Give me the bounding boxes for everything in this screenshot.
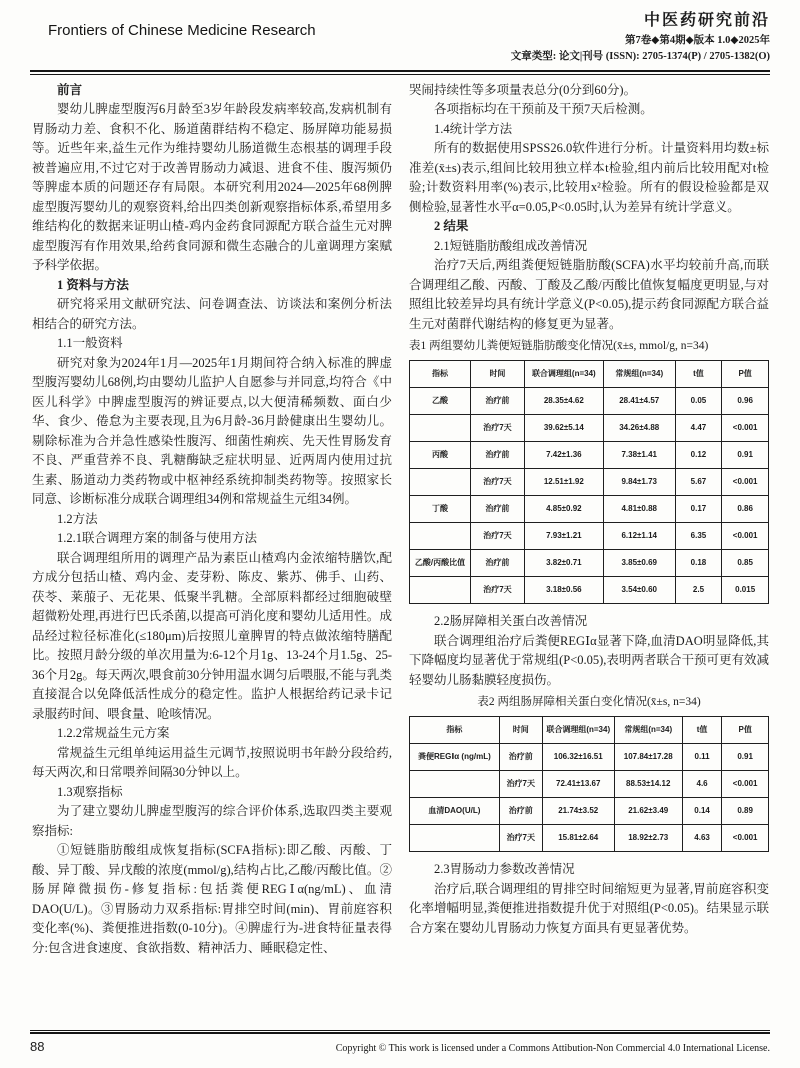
table-cell: 6.35 bbox=[675, 523, 722, 550]
table-row bbox=[410, 415, 769, 442]
table-cell: 4.47 bbox=[675, 415, 722, 442]
paragraph-index-list-cont: 哭闹持续性等多项量表总分(0分到60分)。 bbox=[409, 82, 637, 97]
table-row bbox=[410, 577, 769, 604]
table-cell: 3.82±0.71 bbox=[524, 550, 603, 577]
table-cell: 治疗前 bbox=[499, 744, 542, 771]
heading-statistics: 1.4统计学方法 bbox=[434, 121, 513, 136]
paragraph-barrier-result: 联合调理组治疗后粪便REGⅠα显著下降,血清DAO明显降低,其下降幅度均显著优于常规组(P<0.05),表明两者联合干预可更有效减轻婴幼儿肠黏膜轻度损伤。 bbox=[409, 633, 769, 687]
table-header-cell: t值 bbox=[682, 717, 721, 744]
table1-caption: 表1 两组婴幼儿粪便短链脂肪酸变化情况(x̄±s, mmol/g, n=34) bbox=[409, 340, 709, 353]
table-cell: 0.12 bbox=[675, 442, 722, 469]
table-header-row bbox=[410, 717, 769, 744]
journal-title-cn: 中医药研究前沿 bbox=[643, 12, 770, 29]
journal-meta bbox=[511, 10, 770, 64]
heading-results: 2 结果 bbox=[434, 219, 469, 234]
paragraph-index-list: ①短链脂肪酸组成恢复指标(SCFA指标):即乙酸、丙酸、丁酸、异丁酸、异戊酸的浓度(mmol/g),结构占比,乙酸/丙酸比值。②肠屏障微损伤-修复指标:包括粪便REGⅠα(ng/mL)、血清DAO(U/L)。③胃肠动力双系指标:胃排空时间(min)、胃前庭容积变化率(%)、粪便推进指数(0-10分)。④脾虚行为-进食特征量表得分:包含进食速度、食欲指数、精神活力、睡眠稳定性、 bbox=[32, 843, 392, 955]
table-cell: 72.41±13.67 bbox=[542, 771, 614, 798]
paragraph-intro: 婴幼儿脾虚型腹泻6月龄至3岁年龄段发病率较高,发病机制有胃肠动力差、食积不化、肠道菌群结构不稳定、肠屏障功能易损等。近些年来,益生元作为维持婴幼儿肠道微生态根基的调理手段被普遍应用,不过它对于改善胃肠动力减退、进食不佳、腹泻频仍等脾虚本质的问题还存有局限。本研究利用2024—2025年68例脾虚型腹泻婴幼儿的观察资料,给出四类创新观察指标体系,希望用多维结构化的数据来证明山楂-鸡内金药食同源配方联合益生元对脾虚型腹泻有作用效果,给药食同源和微生态融合的儿童调理方案赋予科学依据。 bbox=[32, 102, 392, 273]
heading-barrier-result: 2.2肠屏障相关蛋白改善情况 bbox=[434, 614, 588, 629]
table-row bbox=[410, 523, 769, 550]
heading-combined-plan: 1.2.1联合调理方案的制备与使用方法 bbox=[57, 531, 258, 546]
journal-header bbox=[0, 0, 800, 68]
table2-caption: 表2 两组肠屏障相关蛋白变化情况(x̄±s, n=34) bbox=[477, 696, 701, 709]
heading-general-data: 1.1一般资料 bbox=[57, 336, 123, 351]
table-cell: 21.62±3.49 bbox=[614, 798, 682, 825]
table-barrier-protein-changes bbox=[409, 716, 769, 852]
paragraph-method-overview: 研究将采用文献研究法、问卷调查法、访谈法和案例分析法相结合的研究方法。 bbox=[32, 297, 392, 331]
table-cell: 粪便REGⅠα (ng/mL) bbox=[410, 744, 500, 771]
table-header-cell: 时间 bbox=[471, 361, 525, 388]
table-cell: 0.18 bbox=[675, 550, 722, 577]
table-cell: 15.81±2.64 bbox=[542, 825, 614, 852]
table-header-cell: P值 bbox=[722, 361, 769, 388]
table-row bbox=[410, 469, 769, 496]
table-header-cell: 联合调理组(n=34) bbox=[524, 361, 603, 388]
journal-title-en: Frontiers of Chinese Medicine Research bbox=[48, 22, 316, 39]
table-cell bbox=[410, 415, 471, 442]
table-cell: <0.001 bbox=[722, 771, 769, 798]
table-cell bbox=[410, 771, 500, 798]
table-cell: 0.91 bbox=[722, 744, 769, 771]
table-cell: 治疗前 bbox=[471, 442, 525, 469]
table-cell: <0.001 bbox=[722, 523, 769, 550]
table-cell: 治疗前 bbox=[499, 798, 542, 825]
table-cell: 治疗前 bbox=[471, 550, 525, 577]
table-header-cell: 常规组(n=34) bbox=[603, 361, 675, 388]
table-cell: 治疗7天 bbox=[499, 771, 542, 798]
heading-preface: 前言 bbox=[57, 82, 83, 97]
article-type-issn-line: 文章类型: 论文|刊号 (ISSN): 2705-1374(P) / 2705-1382(O) bbox=[510, 50, 770, 62]
table-cell: 12.51±1.92 bbox=[524, 469, 603, 496]
table-cell: 4.85±0.92 bbox=[524, 496, 603, 523]
table-cell: 治疗7天 bbox=[471, 577, 525, 604]
table-cell: 6.12±1.14 bbox=[603, 523, 675, 550]
paragraph-scfa-result: 治疗7天后,两组粪便短链脂肪酸(SCFA)水平均较前升高,而联合调理组乙酸、丙酸、丁酸及乙酸/丙酸比值恢复幅度更明显,与对照组比较差异均具有统计学意义(P<0.05),提示药食同源配方联合益生元对菌群代谢结构的修复更为显著。 bbox=[409, 258, 769, 331]
table-cell: 治疗7天 bbox=[471, 469, 525, 496]
article-body bbox=[0, 75, 800, 959]
table-cell: <0.001 bbox=[722, 825, 769, 852]
table-cell: <0.001 bbox=[722, 469, 769, 496]
paragraph-detection-time: 各项指标均在干预前及干预7天后检测。 bbox=[434, 102, 653, 117]
table-cell: 0.86 bbox=[722, 496, 769, 523]
footer-divider bbox=[30, 1030, 770, 1034]
table-row bbox=[410, 771, 769, 798]
issue-line: 第7卷◆第4期◆版本 1.0◆2025年 bbox=[625, 34, 770, 46]
table-header-cell: 指标 bbox=[410, 717, 500, 744]
table-cell: 0.05 bbox=[675, 388, 722, 415]
table-cell: 107.84±17.28 bbox=[614, 744, 682, 771]
table-cell bbox=[410, 469, 471, 496]
paragraph-index-intro: 为了建立婴幼儿脾虚型腹泻的综合评价体系,选取四类主要观察指标: bbox=[32, 804, 392, 838]
table-cell: 0.96 bbox=[722, 388, 769, 415]
table-cell: 34.26±4.88 bbox=[603, 415, 675, 442]
table-cell: 丙酸 bbox=[410, 442, 471, 469]
table-header-cell: P值 bbox=[722, 717, 769, 744]
paragraph-combined-plan: 联合调理组所用的调理产品为素臣山楂鸡内金浓缩特膳饮,配方成分包括山楂、鸡内金、麦芽粉、陈皮、紫苏、佛手、山药、茯苓、莱菔子、无花果、低聚半乳糖。全部原料都经过细胞破壁超微粉处理,再进行巴氏杀菌,以提高可消化度和婴幼儿适用性。成品经过粒径标准化(≤180μm)后按照儿童脾胃的特点做浓缩特膳配比。按照月龄分级的单次用量为:6-12个月1g、13-24个月1.5g、25-36个月2g。每天两次,喂食前30分钟用温水调匀后喂服,不能与乳类直接混合以免降低活性成分的稳定性。监护人根据给药记录卡记录服药时间、喂食量、呛咳情况。 bbox=[32, 550, 392, 721]
table-cell: 0.89 bbox=[722, 798, 769, 825]
paragraph-motility-result: 治疗后,联合调理组的胃排空时间缩短更为显著,胃前庭容积变化率增幅明显,粪便推进指数提升优于对照组(P<0.05)。结果显示联合方案在婴幼儿胃肠动力恢复方面具有更显著优势。 bbox=[409, 881, 769, 935]
table-cell: 5.67 bbox=[675, 469, 722, 496]
heading-observation-index: 1.3观察指标 bbox=[57, 784, 123, 799]
table-cell: 治疗7天 bbox=[471, 523, 525, 550]
table-cell: 4.63 bbox=[682, 825, 721, 852]
table-cell: 0.17 bbox=[675, 496, 722, 523]
table-cell bbox=[410, 523, 471, 550]
table-header-cell: t值 bbox=[675, 361, 722, 388]
table-cell: 18.92±2.73 bbox=[614, 825, 682, 852]
paragraph-statistics: 所有的数据使用SPSS26.0软件进行分析。计量资料用均数±标准差(x̄±s)表示,组间比较用独立样本t检验,组内前后比较用配对t检验;计数资料用率(%)表示,比较用x²检验。所有的假设检验都是双侧检验,显著性水平α=0.05,P<0.05时,认为差异有统计学意义。 bbox=[409, 141, 769, 214]
table-cell: 3.18±0.56 bbox=[524, 577, 603, 604]
table-cell: 9.84±1.73 bbox=[603, 469, 675, 496]
table-scfa-changes bbox=[409, 360, 769, 604]
heading-methods: 1 资料与方法 bbox=[57, 277, 129, 292]
paragraph-regular-plan: 常规益生元组单纯运用益生元调节,按照说明书年龄分段给药,每天两次,和日常喂养间隔30分钟以上。 bbox=[32, 745, 392, 780]
table-cell: 治疗7天 bbox=[499, 825, 542, 852]
heading-regular-plan: 1.2.2常规益生元方案 bbox=[57, 726, 170, 741]
table-row bbox=[410, 744, 769, 771]
table-header-cell: 联合调理组(n=34) bbox=[542, 717, 614, 744]
heading-scfa-result: 2.1短链脂肪酸组成改善情况 bbox=[434, 238, 588, 253]
table-cell: 0.015 bbox=[722, 577, 769, 604]
page-number: 88 bbox=[30, 1039, 45, 1054]
table-cell: 0.11 bbox=[682, 744, 721, 771]
heading-method: 1.2方法 bbox=[57, 511, 98, 526]
table-cell bbox=[410, 825, 500, 852]
table-header-cell: 指标 bbox=[410, 361, 471, 388]
table-cell: 4.6 bbox=[682, 771, 721, 798]
table-cell: 乙酸/丙酸比值 bbox=[410, 550, 471, 577]
table-row bbox=[410, 550, 769, 577]
paragraph-general-data: 研究对象为2024年1月—2025年1月期间符合纳入标准的脾虚型腹泻婴幼儿68例,均由婴幼儿监护人自愿参与并同意,均符合《中医儿科学》中脾虚型腹泻的辨证要点,以大便清稀频数、面白少华、食少、倦怠为主要表现,且为6月龄-36月龄健康出生婴幼儿。剔除标准为合并急性感染性腹泻、细菌性痢疾、先天性胃肠发育不良、严重营养不良、乳糖酶缺乏症状明显、近两周内使用过抗生素、肠道动力类药物或中枢神经系统抑制类药物等。按照家长同意、诊断标准分成联合调理组34例和常规益生元组34例。 bbox=[32, 355, 392, 507]
table-header-cell: 时间 bbox=[499, 717, 542, 744]
table-cell: 4.81±0.88 bbox=[603, 496, 675, 523]
table-header-cell: 常规组(n=34) bbox=[614, 717, 682, 744]
table-cell: 7.38±1.41 bbox=[603, 442, 675, 469]
right-column bbox=[409, 81, 769, 959]
table-header-row bbox=[410, 361, 769, 388]
table-row bbox=[410, 496, 769, 523]
table-cell: 乙酸 bbox=[410, 388, 471, 415]
table-cell: 治疗前 bbox=[471, 388, 525, 415]
copyright-notice: Copyright © This work is licensed under a Commons Attibution-Non Commercial 4.0 International License. bbox=[335, 1043, 770, 1054]
table-cell: 血清DAO(U/L) bbox=[410, 798, 500, 825]
left-column bbox=[32, 81, 392, 959]
table-cell: 2.5 bbox=[675, 577, 722, 604]
table-cell: <0.001 bbox=[722, 415, 769, 442]
table-cell: 3.54±0.60 bbox=[603, 577, 675, 604]
table-cell: 7.93±1.21 bbox=[524, 523, 603, 550]
table-cell: 0.91 bbox=[722, 442, 769, 469]
table-cell: 0.85 bbox=[722, 550, 769, 577]
page-footer bbox=[0, 1030, 800, 1054]
table-cell bbox=[410, 577, 471, 604]
table-row bbox=[410, 388, 769, 415]
table-row bbox=[410, 798, 769, 825]
table-cell: 39.62±5.14 bbox=[524, 415, 603, 442]
heading-motility-result: 2.3胃肠动力参数改善情况 bbox=[434, 862, 575, 877]
table-cell: 治疗7天 bbox=[471, 415, 525, 442]
table-cell: 7.42±1.36 bbox=[524, 442, 603, 469]
table-row bbox=[410, 442, 769, 469]
table-cell: 0.14 bbox=[682, 798, 721, 825]
table-cell: 治疗前 bbox=[471, 496, 525, 523]
table-cell: 3.85±0.69 bbox=[603, 550, 675, 577]
table-cell: 21.74±3.52 bbox=[542, 798, 614, 825]
table-cell: 106.32±16.51 bbox=[542, 744, 614, 771]
table-cell: 28.35±4.62 bbox=[524, 388, 603, 415]
table-cell: 丁酸 bbox=[410, 496, 471, 523]
table-cell: 28.41±4.57 bbox=[603, 388, 675, 415]
table-cell: 88.53±14.12 bbox=[614, 771, 682, 798]
table-row bbox=[410, 825, 769, 852]
